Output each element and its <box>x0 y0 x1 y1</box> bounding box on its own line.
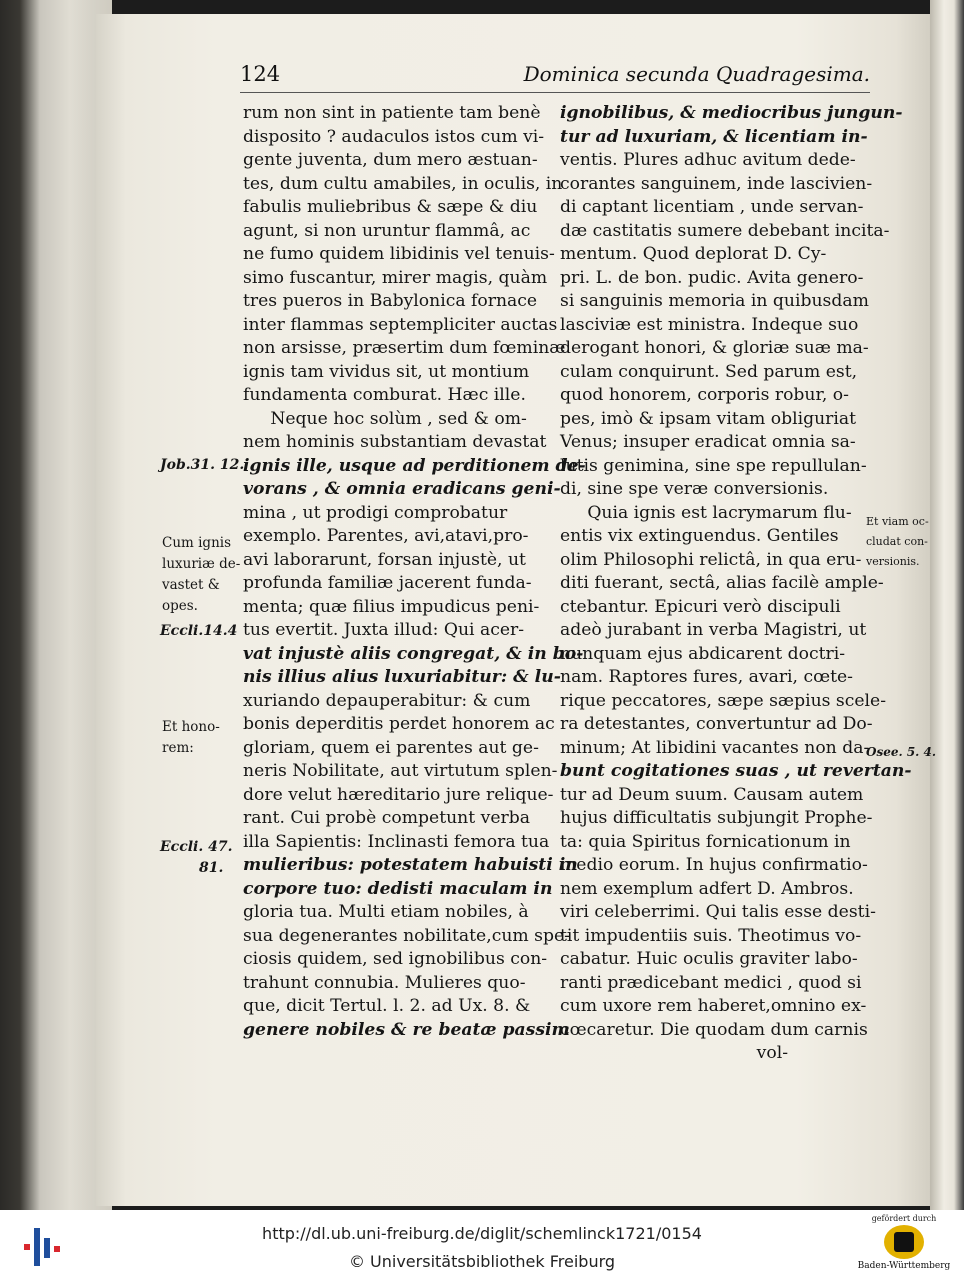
text-line: sua degenerantes nobilitate,cum spe- <box>243 925 570 946</box>
text-line: ignobilibus, & mediocribus jungun- <box>560 103 903 123</box>
text-line: bunt cogitationes suas , ut revertan- <box>560 761 912 781</box>
margin-note: Eccli. 47. 81. <box>160 839 233 876</box>
text-line: gloriam, quem ei parentes aut ge- <box>243 737 539 758</box>
text-line: ra detestantes, convertuntur ad Do- <box>560 714 873 734</box>
text-line: simo fuscantur, mirer magis, quàm <box>243 267 548 288</box>
viewer-footer <box>0 1210 964 1278</box>
text-line: nam. Raptores fures, avari, cœte- <box>560 667 853 687</box>
state-crest-icon <box>884 1225 924 1259</box>
text-line: quod honorem, corporis robur, o- <box>560 385 849 405</box>
text-line: culam conquirunt. Sed parum est, <box>560 361 858 382</box>
margin-note: Eccli.14.4 <box>160 623 238 639</box>
text-line: rique peccatores, sæpe sæpius scele- <box>560 690 887 711</box>
text-line: neris Nobilitate, aut virtutum splen- <box>243 761 558 781</box>
text-line: tres pueros in Babylonica fornace <box>243 291 538 311</box>
permalink-url[interactable]: http://dl.ub.uni-freiburg.de/diglit/schemlinck1721/0154 <box>262 1224 702 1243</box>
text-line: gente juventa, dum mero æstuan- <box>243 150 538 170</box>
text-line: olim Philosophi relictâ, in qua eru- <box>560 549 862 570</box>
text-line: di captant licentiam , unde servan- <box>560 197 864 217</box>
text-line: viri celeberrimi. Qui talis esse desti- <box>560 902 876 922</box>
text-line: non arsisse, præsertim dum fœminæ <box>243 338 566 358</box>
text-line: menta; quæ filius impudicus peni- <box>243 596 540 617</box>
text-line: mentum. Quod deplorat D. Cy- <box>560 244 827 264</box>
margin-note: Cum ignis luxuriæ de- vastet & opes. <box>162 535 241 614</box>
sponsor-label: gefördert durch <box>871 1214 937 1223</box>
page-right-edge <box>930 0 964 1210</box>
margin-note: Job.31. 12. <box>160 457 245 473</box>
text-line: exemplo. Parentes, avi,atavi,pro- <box>243 526 529 546</box>
left-text-column <box>243 102 586 1042</box>
text-line: ranti prædicebant medici , quod si <box>560 972 862 993</box>
text-line: di, sine spe veræ conversionis. <box>560 479 829 499</box>
text-line: tes, dum cultu amabiles, in oculis, in <box>243 173 563 194</box>
text-line: tus evertit. Juxta illud: Qui acer- <box>243 620 525 640</box>
header-rule <box>240 92 870 93</box>
text-line: nunquam ejus abdicarent doctri- <box>560 643 845 664</box>
text-line: dore velut hæreditario jure relique- <box>243 784 554 805</box>
text-line: tur ad Deum suum. Causam autem <box>560 784 864 805</box>
text-line: xuriando depauperabitur: & cum <box>243 690 531 711</box>
text-line: fundamenta comburat. Hæc ille. <box>243 385 526 405</box>
text-line: ciosis quidem, sed ignobilibus con- <box>243 949 548 969</box>
text-line: medio eorum. In hujus confirmatio- <box>560 855 868 875</box>
text-line: vol- <box>560 1043 789 1063</box>
text-line: disposito ? audaculos istos cum vi- <box>243 126 545 147</box>
text-line: si sanguinis memoria in quibusdam <box>560 291 869 311</box>
text-line: lutis genimina, sine spe repullulan- <box>560 455 867 476</box>
sponsor-badge <box>854 1214 954 1278</box>
text-line: derogant honori, & gloriæ suæ ma- <box>560 338 869 358</box>
text-line: mina , ut prodigi comprobatur <box>243 502 508 523</box>
text-line: tur ad luxuriam, & licentiam in- <box>560 126 868 147</box>
running-title: Dominica secunda Quadragesima. <box>523 62 870 86</box>
text-line: pri. L. de bon. pudic. Avita genero- <box>560 267 864 288</box>
text-line: vat injustè aliis congregat, & in bo- <box>243 643 584 664</box>
text-line: fabulis muliebribus & sæpe & diu <box>243 197 538 217</box>
text-line: profunda familiæ jacerent funda- <box>243 573 532 593</box>
text-line: inter flammas septempliciter auctas <box>243 314 558 335</box>
text-line: ignis tam vividus sit, ut montium <box>243 361 530 382</box>
text-line: diti fuerant, sectâ, alias facilè ample- <box>560 573 884 593</box>
text-line: cabatur. Huic oculis graviter labo- <box>560 949 858 969</box>
page-header <box>240 62 870 92</box>
text-line: pes, imò & ipsam vitam obliguriat <box>560 408 857 429</box>
text-line: ne fumo quidem libidinis vel tenuis- <box>243 244 555 264</box>
text-line: nis illius alius luxuriabitur: & lu- <box>243 667 561 687</box>
text-line: illa Sapientis: Inclinasti femora tua <box>243 831 550 852</box>
text-line: Venus; insuper eradicat omnia sa- <box>560 432 856 452</box>
logo-bar <box>24 1244 30 1250</box>
text-line: vorans , & omnia eradicans geni- <box>243 479 561 499</box>
text-line: Quia ignis est lacrymarum flu- <box>560 502 852 523</box>
text-line: ventis. Plures adhuc avitum dede- <box>560 150 856 170</box>
sponsor-name: Baden-Württemberg <box>857 1261 951 1271</box>
text-line: ta: quia Spiritus fornicationum in <box>560 831 851 852</box>
text-line: trahunt connubia. Mulieres quo- <box>243 972 526 993</box>
text-line: adeò jurabant in verba Magistri, ut <box>560 620 867 640</box>
text-line: avi laborarunt, forsan injustè, ut <box>243 549 526 570</box>
text-line: ignis ille, usque ad perditionem de- <box>243 455 586 476</box>
text-line: que, dicit Tertul. l. 2. ad Ux. 8. & <box>243 996 531 1016</box>
text-line: minum; At libidini vacantes non da- <box>560 737 870 758</box>
text-line: genere nobiles & re beatæ passim <box>243 1019 570 1040</box>
text-line: agunt, si non uruntur flammâ, ac <box>243 220 531 241</box>
margin-note: Osee. 5. 4. <box>866 745 937 759</box>
text-line: cœcaretur. Die quodam dum carnis <box>560 1019 868 1040</box>
text-line: Neque hoc solùm , sed & om- <box>243 408 527 429</box>
text-line: dæ castitatis sumere debebant incita- <box>560 220 890 241</box>
text-line: rant. Cui probè competunt verba <box>243 808 530 828</box>
copyright-notice: © Universitätsbibliothek Freiburg <box>348 1252 616 1271</box>
margin-note: Et viam oc- cludat con- versionis. <box>866 515 929 568</box>
text-line: mulieribus: potestatem habuisti in <box>243 855 578 875</box>
text-line: hujus difficultatis subjungit Prophe- <box>560 808 873 828</box>
text-line: lasciviæ est ministra. Indeque suo <box>560 314 859 335</box>
page-number: 124 <box>240 62 281 86</box>
text-line: ctebantur. Epicuri verò discipuli <box>560 596 841 617</box>
text-line: tit impudentiis suis. Theotimus vo- <box>560 925 862 946</box>
text-line: corpore tuo: dedisti maculam in <box>243 878 553 899</box>
text-line: corantes sanguinem, inde lascivien- <box>560 173 873 194</box>
text-line: nem hominis substantiam devastat <box>243 432 547 452</box>
text-line: bonis deperditis perdet honorem ac <box>243 714 555 734</box>
text-line: gloria tua. Multi etiam nobiles, à <box>243 902 529 922</box>
margin-note: Et hono- rem: <box>162 719 220 756</box>
text-line: nem exemplum adfert D. Ambros. <box>560 878 854 899</box>
text-line: entis vix extinguendus. Gentiles <box>560 526 839 546</box>
text-line: cum uxore rem haberet,omnino ex- <box>560 996 867 1016</box>
text-line: rum non sint in patiente tam benè <box>243 103 541 123</box>
